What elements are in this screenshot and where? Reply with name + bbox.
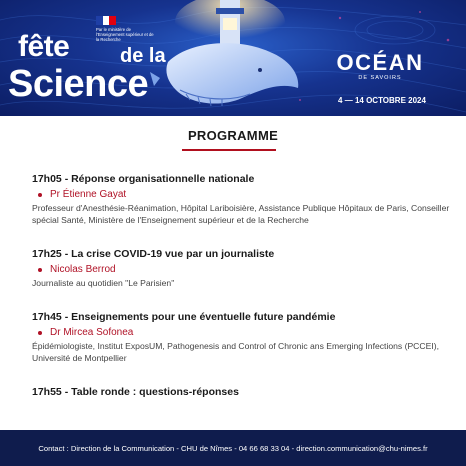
ocean-de-savoirs-logo bbox=[300, 52, 460, 81]
republic-flag-icon bbox=[96, 16, 116, 25]
ministry-logo bbox=[96, 16, 156, 42]
contact-footer bbox=[0, 430, 466, 466]
programme-title: PROGRAMME bbox=[187, 128, 279, 143]
speaker-description: Épidémiologiste, Institut ExposUM, Pathogenesis and Control of Chronic ans Emerging Infections (PCCEI), Université de Montpellier bbox=[32, 341, 439, 363]
ocean-title: OCÉAN bbox=[336, 50, 424, 75]
speaker-description: Professeur d'Anesthésie-Réanimation, Hôpital Lariboisière, Assistance Publique Hôpitaux de Paris, Conseiller spécial Santé, Ministère de l'Enseignement supérieur et de la Recherche bbox=[32, 203, 450, 225]
talk-heading: 17h45 - Enseignements pour une éventuelle future pandémie bbox=[32, 311, 336, 323]
talk-heading: 17h05 - Réponse organisationnelle nationale bbox=[32, 173, 255, 185]
talk-heading: 17h25 - La crise COVID-19 vue par un journaliste bbox=[32, 248, 275, 260]
title-underline bbox=[182, 149, 276, 151]
whale-lighthouse-illustration bbox=[150, 0, 310, 116]
speaker-name: Nicolas Berrod bbox=[50, 264, 116, 275]
speaker bbox=[38, 188, 462, 201]
talk-3 bbox=[32, 311, 462, 364]
ministry-text: Par le ministère de l'Enseignement supérieur et de la Recherche bbox=[96, 27, 154, 42]
event-dates: 4 — 14 OCTOBRE 2024 bbox=[338, 96, 426, 105]
event-banner bbox=[0, 0, 466, 116]
talk-4 bbox=[32, 386, 462, 399]
logo-de-la: de la bbox=[120, 45, 166, 67]
speaker-description: Journaliste au quotidien "Le Parisien" bbox=[32, 278, 175, 288]
speaker-name: Dr Mircea Sofonea bbox=[50, 327, 134, 338]
speaker bbox=[38, 263, 462, 276]
talk-1 bbox=[32, 173, 462, 226]
bullet-icon bbox=[38, 331, 42, 335]
talk-heading: 17h55 - Table ronde : questions-réponses bbox=[32, 386, 239, 398]
contact-text: Contact : Direction de la Communication - CHU de Nîmes - 04 66 68 33 04 - direction.communication@chu-nimes.fr bbox=[38, 443, 428, 453]
bullet-icon bbox=[38, 193, 42, 197]
ocean-subtitle: DE SAVOIRS bbox=[358, 75, 402, 81]
speaker-name: Pr Étienne Gayat bbox=[50, 189, 127, 200]
speaker bbox=[38, 326, 462, 339]
logo-fete: fête bbox=[18, 30, 70, 63]
bullet-icon bbox=[38, 268, 42, 272]
talk-2 bbox=[32, 248, 462, 290]
logo-science: Science bbox=[8, 63, 149, 105]
